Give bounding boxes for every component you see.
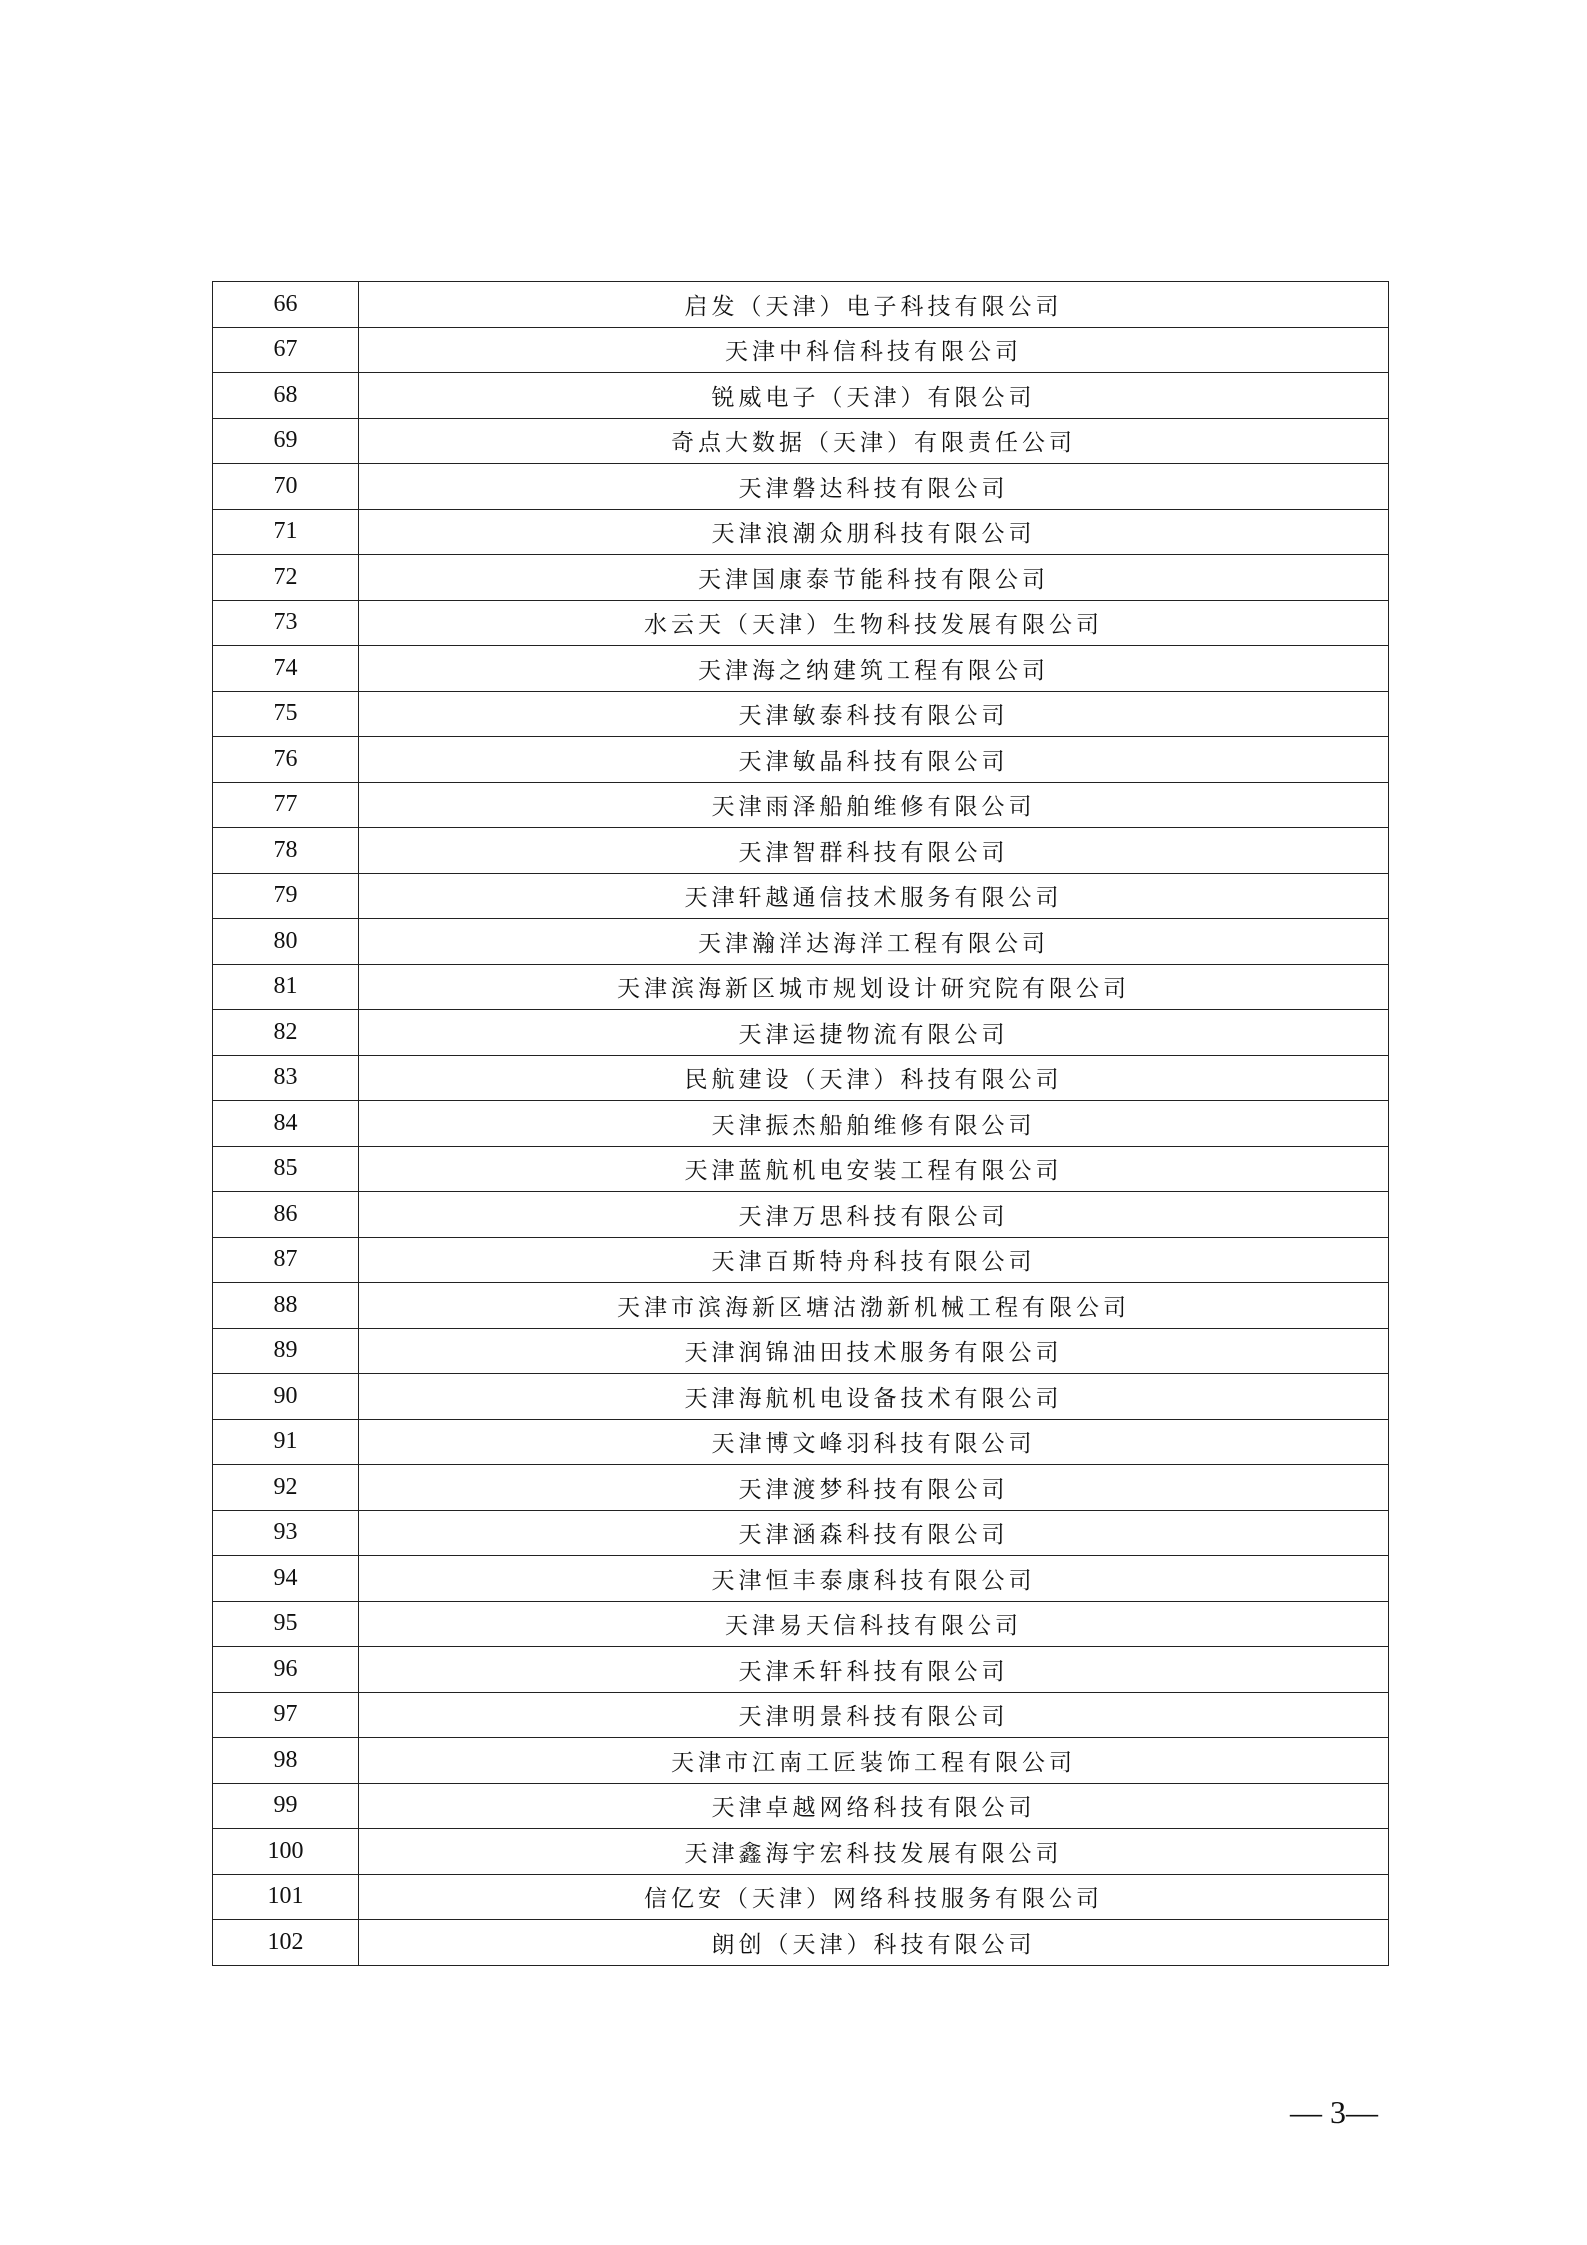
table-row: [213, 1055, 1389, 1101]
table-row: [213, 1328, 1389, 1374]
row-number: 79: [213, 873, 359, 919]
company-name: 天津浪潮众朋科技有限公司: [359, 509, 1389, 555]
company-name: 天津渡梦科技有限公司: [359, 1465, 1389, 1511]
company-name: 奇点大数据（天津）有限责任公司: [359, 418, 1389, 464]
table-row: [213, 646, 1389, 692]
row-number: 82: [213, 1010, 359, 1056]
table-row: [213, 1738, 1389, 1784]
row-number: 91: [213, 1419, 359, 1465]
row-number: 83: [213, 1055, 359, 1101]
company-name: 天津轩越通信技术服务有限公司: [359, 873, 1389, 919]
table-row: [213, 964, 1389, 1010]
row-number: 78: [213, 828, 359, 874]
company-name: 天津敏泰科技有限公司: [359, 691, 1389, 737]
row-number: 68: [213, 373, 359, 419]
company-name: 天津瀚洋达海洋工程有限公司: [359, 919, 1389, 965]
company-name: 天津市江南工匠装饰工程有限公司: [359, 1738, 1389, 1784]
table-row: [213, 1510, 1389, 1556]
row-number: 95: [213, 1601, 359, 1647]
page-number: — 3—: [1290, 2094, 1378, 2130]
row-number: 84: [213, 1101, 359, 1147]
company-name: 民航建设（天津）科技有限公司: [359, 1055, 1389, 1101]
row-number: 70: [213, 464, 359, 510]
company-name: 天津智群科技有限公司: [359, 828, 1389, 874]
company-name: 天津禾轩科技有限公司: [359, 1647, 1389, 1693]
row-number: 102: [213, 1920, 359, 1966]
table-row: [213, 1556, 1389, 1602]
table-row: [213, 464, 1389, 510]
table-row: [213, 1783, 1389, 1829]
table-row: [213, 1601, 1389, 1647]
company-list-table: [212, 281, 1389, 1966]
row-number: 99: [213, 1783, 359, 1829]
table-row: [213, 373, 1389, 419]
row-number: 73: [213, 600, 359, 646]
row-number: 92: [213, 1465, 359, 1511]
table-row: [213, 782, 1389, 828]
table-row: [213, 1374, 1389, 1420]
company-name: 水云天（天津）生物科技发展有限公司: [359, 600, 1389, 646]
company-name: 天津滨海新区城市规划设计研究院有限公司: [359, 964, 1389, 1010]
table-row: [213, 1920, 1389, 1966]
row-number: 67: [213, 327, 359, 373]
row-number: 87: [213, 1237, 359, 1283]
table-row: [213, 1010, 1389, 1056]
company-name: 锐威电子（天津）有限公司: [359, 373, 1389, 419]
row-number: 72: [213, 555, 359, 601]
company-name: 朗创（天津）科技有限公司: [359, 1920, 1389, 1966]
table-row: [213, 327, 1389, 373]
row-number: 93: [213, 1510, 359, 1556]
row-number: 81: [213, 964, 359, 1010]
company-name: 天津恒丰泰康科技有限公司: [359, 1556, 1389, 1602]
row-number: 86: [213, 1192, 359, 1238]
company-name: 天津市滨海新区塘沽渤新机械工程有限公司: [359, 1283, 1389, 1329]
company-name: 启发（天津）电子科技有限公司: [359, 282, 1389, 328]
company-name: 天津鑫海宇宏科技发展有限公司: [359, 1829, 1389, 1875]
table-row: [213, 873, 1389, 919]
table-row: [213, 1829, 1389, 1875]
company-name: 天津海之纳建筑工程有限公司: [359, 646, 1389, 692]
table-row: [213, 919, 1389, 965]
table-row: [213, 418, 1389, 464]
row-number: 69: [213, 418, 359, 464]
table-row: [213, 1146, 1389, 1192]
row-number: 77: [213, 782, 359, 828]
row-number: 71: [213, 509, 359, 555]
company-name: 天津雨泽船舶维修有限公司: [359, 782, 1389, 828]
company-name: 天津万思科技有限公司: [359, 1192, 1389, 1238]
row-number: 89: [213, 1328, 359, 1374]
row-number: 76: [213, 737, 359, 783]
company-name: 天津百斯特舟科技有限公司: [359, 1237, 1389, 1283]
row-number: 66: [213, 282, 359, 328]
row-number: 74: [213, 646, 359, 692]
table-row: [213, 1192, 1389, 1238]
table-row: [213, 1237, 1389, 1283]
company-name: 天津敏晶科技有限公司: [359, 737, 1389, 783]
company-name: 天津蓝航机电安装工程有限公司: [359, 1146, 1389, 1192]
table-row: [213, 282, 1389, 328]
table-row: [213, 1874, 1389, 1920]
company-name: 天津卓越网络科技有限公司: [359, 1783, 1389, 1829]
company-name: 天津博文峰羽科技有限公司: [359, 1419, 1389, 1465]
company-name: 天津润锦油田技术服务有限公司: [359, 1328, 1389, 1374]
row-number: 88: [213, 1283, 359, 1329]
company-name: 信亿安（天津）网络科技服务有限公司: [359, 1874, 1389, 1920]
table-row: [213, 600, 1389, 646]
row-number: 100: [213, 1829, 359, 1875]
row-number: 90: [213, 1374, 359, 1420]
company-name: 天津运捷物流有限公司: [359, 1010, 1389, 1056]
table-row: [213, 509, 1389, 555]
row-number: 94: [213, 1556, 359, 1602]
row-number: 98: [213, 1738, 359, 1784]
table-row: [213, 1465, 1389, 1511]
table-row: [213, 1647, 1389, 1693]
table-row: [213, 737, 1389, 783]
company-name: 天津国康泰节能科技有限公司: [359, 555, 1389, 601]
company-name: 天津中科信科技有限公司: [359, 327, 1389, 373]
company-name: 天津海航机电设备技术有限公司: [359, 1374, 1389, 1420]
company-name: 天津磐达科技有限公司: [359, 464, 1389, 510]
table-row: [213, 1283, 1389, 1329]
company-name: 天津涵森科技有限公司: [359, 1510, 1389, 1556]
table-row: [213, 1419, 1389, 1465]
row-number: 101: [213, 1874, 359, 1920]
row-number: 85: [213, 1146, 359, 1192]
table-row: [213, 1692, 1389, 1738]
table-row: [213, 1101, 1389, 1147]
company-name: 天津明景科技有限公司: [359, 1692, 1389, 1738]
row-number: 96: [213, 1647, 359, 1693]
company-name: 天津易天信科技有限公司: [359, 1601, 1389, 1647]
table-body: [213, 282, 1389, 1966]
row-number: 75: [213, 691, 359, 737]
row-number: 97: [213, 1692, 359, 1738]
table-row: [213, 555, 1389, 601]
row-number: 80: [213, 919, 359, 965]
table-row: [213, 828, 1389, 874]
company-name: 天津振杰船舶维修有限公司: [359, 1101, 1389, 1147]
table-row: [213, 691, 1389, 737]
